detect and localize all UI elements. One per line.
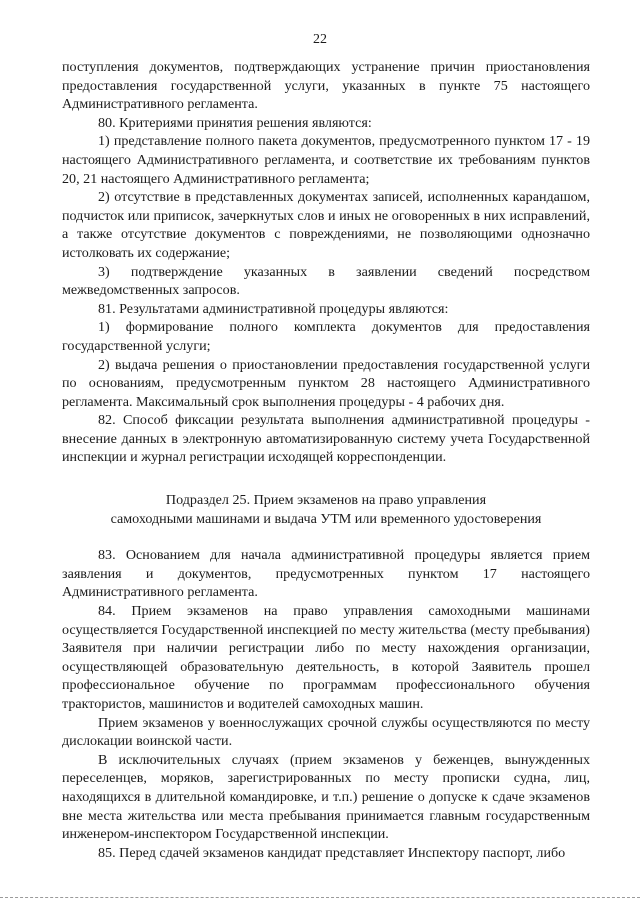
top-paragraphs [62, 58, 590, 467]
subsection-heading-line-2: самоходными машинами и выдача УТМ или временного удостоверения [110, 510, 542, 527]
paragraph: 1) представление полного пакета документов, предусмотренного пунктом 17 - 19 настоящего Административного регламента, и соответствие их требованиям пунктов 20, 21 настоящего Административного регламента; [62, 133, 590, 187]
paragraph: поступления документов, подтверждающих устранение причин приостановления предоставления государственной услуги, указанных в пункте 75 настоящего Административного регламента. [62, 59, 590, 113]
paragraph: 82. Способ фиксации результата выполнения административной процедуры - внесение данных в электронную автоматизированную систему учета Государственной инспекции и журнал регистрации исходящей корреспонденции. [62, 412, 590, 466]
page-number: 22 [313, 32, 327, 47]
paragraph: 84. Прием экзаменов на право управления самоходными машинами осуществляется Государственной инспекцией по месту жительства (месту пребывания) Заявителя при наличии регистрации либо по месту нахождения организации, осуществляющей образовательную деятельность, в которой Заявитель прошел профессиональное обучение по программам профессионального обучения трактористов, машинистов и водителей самоходных машин. [62, 603, 590, 712]
paragraph: Прием экзаменов у военнослужащих срочной службы осуществляются по месту дислокации воинской части. [62, 714, 590, 750]
paragraph: 3) подтверждение указанных в заявлении сведений посредством межведомственных запросов. [62, 263, 590, 299]
paragraph: 2) отсутствие в представленных документах записей, исполненных карандашом, подчисток или приписок, зачеркнутых слов и иных не оговоренных в них исправлений, а также отсутствие документов с повреждениями, не позволяющими однозначно истолковать их содержание; [62, 189, 590, 261]
paragraph: 80. Критериями принятия решения являются: [98, 114, 372, 131]
paragraph: 1) формирование полного комплекта документов для предоставления государственной услуги; [62, 319, 590, 354]
paragraph: В исключительных случаях (прием экзаменов у беженцев, вынужденных переселенцев, моряков, зарегистрированных по месту прописки судна, лиц, находящихся в длительной командировке, и т.п.) решение о допуске к сдаче экзаменов вне места жительства или места пребывания принимается главным государственным инженером-инспектором Государственной инспекции. [62, 751, 590, 843]
document-body [62, 58, 590, 862]
paragraph: 85. Перед сдачей экзаменов кандидат представляет Инспектору паспорт, либо [98, 844, 566, 861]
paragraph: 81. Результатами административной процедуры являются: [98, 300, 449, 317]
paragraph: 2) выдача решения о приостановлении предоставления государственной услуги по основаниям, предусмотренным пунктом 28 настоящего Административного регламента. Максимальный срок выполнения процедуры - 4 рабочих дня. [62, 356, 590, 410]
paragraph: 83. Основанием для начала административной процедуры является прием заявления и документов, предусмотренных пунктом 17 настоящего Административного регламента. [62, 547, 590, 601]
subsection-heading [62, 491, 590, 528]
bottom-paragraphs [62, 546, 590, 862]
subsection-heading-line-1: Подраздел 25. Прием экзаменов на право управления [165, 492, 487, 509]
page-bottom-rule [0, 897, 640, 898]
